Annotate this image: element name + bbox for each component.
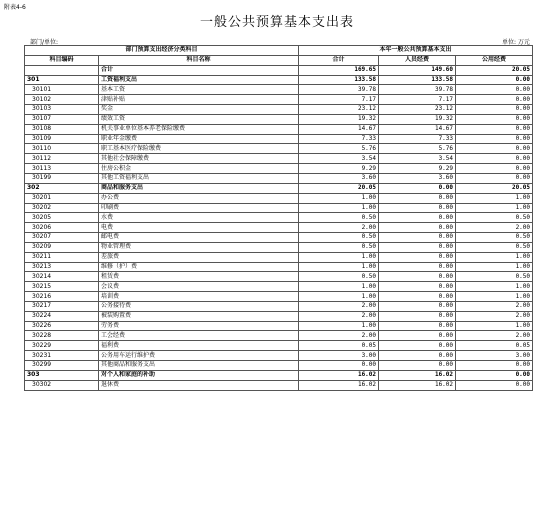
cell-total: 1.00	[299, 203, 379, 213]
cell-code: 30201	[25, 193, 99, 203]
cell-personnel: 14.67	[379, 124, 456, 134]
cell-public: 1.00	[456, 262, 533, 272]
cell-name: 电费	[99, 223, 299, 233]
cell-public: 0.05	[456, 341, 533, 351]
cell-name: 对个人和家庭的补助	[99, 370, 299, 380]
cell-public: 1.00	[456, 203, 533, 213]
cell-name: 公务用车运行维护费	[99, 351, 299, 361]
table-row	[25, 242, 533, 252]
table-row	[25, 75, 533, 85]
cell-personnel: 0.00	[379, 301, 456, 311]
budget-table	[24, 45, 533, 391]
cell-personnel: 9.29	[379, 164, 456, 174]
cell-total: 7.33	[299, 134, 379, 144]
cell-code: 30206	[25, 223, 99, 233]
table-row	[25, 321, 533, 331]
cell-total: 0.50	[299, 233, 379, 243]
cell-public: 3.00	[456, 351, 533, 361]
cell-total: 1.00	[299, 282, 379, 292]
cell-public: 0.50	[456, 213, 533, 223]
cell-name: 津贴补贴	[99, 95, 299, 105]
table-row	[25, 65, 533, 75]
cell-name: 商品和服务支出	[99, 183, 299, 193]
cell-total: 1.00	[299, 292, 379, 302]
table-row	[25, 164, 533, 174]
cell-personnel: 0.00	[379, 223, 456, 233]
cell-total: 5.76	[299, 144, 379, 154]
header-code: 科目编码	[25, 55, 99, 65]
cell-public: 0.00	[456, 144, 533, 154]
cell-code: 30109	[25, 134, 99, 144]
table-row	[25, 380, 533, 390]
cell-personnel: 0.00	[379, 341, 456, 351]
cell-code	[25, 65, 99, 75]
cell-total: 2.00	[299, 311, 379, 321]
cell-name: 其他社会保障缴费	[99, 154, 299, 164]
header-public: 公用经费	[456, 55, 533, 65]
header-group-classification: 部门预算支出经济分类科目	[25, 46, 299, 56]
cell-public: 1.00	[456, 321, 533, 331]
attachment-label: 附表4-6	[4, 4, 26, 11]
cell-total: 2.00	[299, 331, 379, 341]
cell-code: 30229	[25, 341, 99, 351]
cell-code: 30217	[25, 301, 99, 311]
table-row	[25, 213, 533, 223]
cell-code: 30107	[25, 114, 99, 124]
cell-total: 0.00	[299, 361, 379, 371]
table-row	[25, 223, 533, 233]
table-row	[25, 85, 533, 95]
cell-public: 0.00	[456, 173, 533, 183]
cell-code: 30102	[25, 95, 99, 105]
table-row	[25, 301, 533, 311]
table-row	[25, 331, 533, 341]
cell-code: 30199	[25, 173, 99, 183]
cell-public: 0.50	[456, 272, 533, 282]
cell-public: 0.00	[456, 124, 533, 134]
cell-name: 被装购置费	[99, 311, 299, 321]
cell-code: 30213	[25, 262, 99, 272]
cell-public: 2.00	[456, 223, 533, 233]
cell-total: 3.60	[299, 173, 379, 183]
cell-name: 机关事业单位基本养老保险缴费	[99, 124, 299, 134]
table-row	[25, 193, 533, 203]
cell-code: 30110	[25, 144, 99, 154]
cell-personnel: 3.60	[379, 173, 456, 183]
cell-personnel: 0.00	[379, 351, 456, 361]
cell-name: 维修（护）费	[99, 262, 299, 272]
table-row	[25, 282, 533, 292]
cell-total: 0.50	[299, 242, 379, 252]
cell-name: 水费	[99, 213, 299, 223]
cell-code: 30302	[25, 380, 99, 390]
cell-code: 30207	[25, 233, 99, 243]
cell-personnel: 0.00	[379, 331, 456, 341]
header-name: 科目名称	[99, 55, 299, 65]
cell-name: 公务接待费	[99, 301, 299, 311]
cell-code: 30224	[25, 311, 99, 321]
cell-code: 30226	[25, 321, 99, 331]
cell-personnel: 7.17	[379, 95, 456, 105]
cell-total: 9.29	[299, 164, 379, 174]
cell-public: 2.00	[456, 331, 533, 341]
cell-name: 职业年金缴费	[99, 134, 299, 144]
cell-total: 20.05	[299, 183, 379, 193]
cell-name: 租赁费	[99, 272, 299, 282]
cell-total: 19.32	[299, 114, 379, 124]
cell-public: 0.50	[456, 233, 533, 243]
cell-name: 绩效工资	[99, 114, 299, 124]
cell-public: 0.00	[456, 134, 533, 144]
cell-name: 邮电费	[99, 233, 299, 243]
cell-personnel: 0.00	[379, 203, 456, 213]
cell-personnel: 149.60	[379, 65, 456, 75]
cell-total: 3.00	[299, 351, 379, 361]
table-body	[25, 65, 533, 390]
cell-total: 169.65	[299, 65, 379, 75]
cell-name: 工资福利支出	[99, 75, 299, 85]
cell-code: 30214	[25, 272, 99, 282]
cell-total: 16.02	[299, 370, 379, 380]
cell-personnel: 39.78	[379, 85, 456, 95]
cell-personnel: 0.00	[379, 233, 456, 243]
cell-personnel: 0.00	[379, 311, 456, 321]
cell-name: 合计	[99, 65, 299, 75]
cell-personnel: 0.00	[379, 242, 456, 252]
cell-public: 1.00	[456, 282, 533, 292]
table-row	[25, 272, 533, 282]
cell-public: 2.00	[456, 311, 533, 321]
table-row	[25, 370, 533, 380]
cell-total: 1.00	[299, 252, 379, 262]
cell-personnel: 16.02	[379, 380, 456, 390]
header-group-budget: 本年一般公共预算基本支出	[299, 46, 533, 56]
table-row	[25, 361, 533, 371]
cell-name: 培训费	[99, 292, 299, 302]
cell-name: 住房公积金	[99, 164, 299, 174]
table-row	[25, 105, 533, 115]
table-row	[25, 173, 533, 183]
cell-code: 30216	[25, 292, 99, 302]
cell-personnel: 133.58	[379, 75, 456, 85]
table-row	[25, 311, 533, 321]
cell-code: 30101	[25, 85, 99, 95]
cell-code: 30103	[25, 105, 99, 115]
table-row	[25, 262, 533, 272]
cell-name: 工会经费	[99, 331, 299, 341]
cell-public: 20.05	[456, 183, 533, 193]
cell-total: 133.58	[299, 75, 379, 85]
cell-code: 30299	[25, 361, 99, 371]
cell-public: 0.50	[456, 242, 533, 252]
table-row	[25, 183, 533, 193]
cell-name: 劳务费	[99, 321, 299, 331]
cell-total: 1.00	[299, 193, 379, 203]
cell-public: 0.00	[456, 370, 533, 380]
cell-name: 差旅费	[99, 252, 299, 262]
table-row	[25, 154, 533, 164]
cell-code: 302	[25, 183, 99, 193]
cell-total: 16.02	[299, 380, 379, 390]
cell-name: 奖金	[99, 105, 299, 115]
table-row	[25, 233, 533, 243]
cell-public: 0.00	[456, 154, 533, 164]
cell-total: 23.12	[299, 105, 379, 115]
cell-name: 其他商品和服务支出	[99, 361, 299, 371]
cell-code: 30205	[25, 213, 99, 223]
cell-code: 301	[25, 75, 99, 85]
cell-public: 2.00	[456, 301, 533, 311]
cell-total: 0.50	[299, 272, 379, 282]
cell-code: 30112	[25, 154, 99, 164]
cell-personnel: 0.00	[379, 361, 456, 371]
table-row	[25, 351, 533, 361]
cell-total: 1.00	[299, 321, 379, 331]
cell-code: 30202	[25, 203, 99, 213]
cell-personnel: 0.00	[379, 321, 456, 331]
cell-public: 0.00	[456, 95, 533, 105]
cell-total: 0.05	[299, 341, 379, 351]
header-personnel: 人员经费	[379, 55, 456, 65]
cell-total: 2.00	[299, 301, 379, 311]
department-label: 部门/单位:	[30, 39, 59, 46]
cell-name: 退休费	[99, 380, 299, 390]
cell-personnel: 5.76	[379, 144, 456, 154]
cell-total: 0.50	[299, 213, 379, 223]
cell-name: 办公费	[99, 193, 299, 203]
cell-name: 职工基本医疗保险缴费	[99, 144, 299, 154]
cell-personnel: 16.02	[379, 370, 456, 380]
cell-name: 物业管理费	[99, 242, 299, 252]
cell-personnel: 0.00	[379, 213, 456, 223]
table-row	[25, 203, 533, 213]
cell-personnel: 3.54	[379, 154, 456, 164]
cell-public: 1.00	[456, 193, 533, 203]
cell-public: 20.05	[456, 65, 533, 75]
cell-personnel: 0.00	[379, 282, 456, 292]
cell-code: 30231	[25, 351, 99, 361]
table-row	[25, 341, 533, 351]
cell-personnel: 0.00	[379, 183, 456, 193]
cell-total: 2.00	[299, 223, 379, 233]
cell-total: 39.78	[299, 85, 379, 95]
cell-code: 30108	[25, 124, 99, 134]
cell-name: 印刷费	[99, 203, 299, 213]
cell-total: 3.54	[299, 154, 379, 164]
cell-public: 0.00	[456, 114, 533, 124]
cell-code: 30211	[25, 252, 99, 262]
page-title: 一般公共预算基本支出表	[199, 15, 354, 30]
table-row	[25, 124, 533, 134]
cell-personnel: 0.00	[379, 292, 456, 302]
cell-personnel: 0.00	[379, 262, 456, 272]
header-total: 合计	[299, 55, 379, 65]
cell-personnel: 0.00	[379, 272, 456, 282]
cell-code: 30215	[25, 282, 99, 292]
cell-total: 7.17	[299, 95, 379, 105]
table-row	[25, 292, 533, 302]
cell-name: 基本工资	[99, 85, 299, 95]
cell-public: 0.00	[456, 361, 533, 371]
cell-personnel: 7.33	[379, 134, 456, 144]
cell-public: 1.00	[456, 292, 533, 302]
cell-code: 30113	[25, 164, 99, 174]
cell-code: 30228	[25, 331, 99, 341]
cell-public: 0.00	[456, 85, 533, 95]
cell-name: 福利费	[99, 341, 299, 351]
cell-name: 其他工资福利支出	[99, 173, 299, 183]
table-row	[25, 252, 533, 262]
table-row	[25, 134, 533, 144]
cell-personnel: 23.12	[379, 105, 456, 115]
cell-personnel: 19.32	[379, 114, 456, 124]
cell-public: 0.00	[456, 164, 533, 174]
cell-public: 1.00	[456, 252, 533, 262]
cell-code: 303	[25, 370, 99, 380]
cell-code: 30209	[25, 242, 99, 252]
cell-personnel: 0.00	[379, 193, 456, 203]
cell-name: 会议费	[99, 282, 299, 292]
table-row	[25, 144, 533, 154]
cell-public: 0.00	[456, 380, 533, 390]
table-row	[25, 114, 533, 124]
cell-public: 0.00	[456, 105, 533, 115]
cell-public: 0.00	[456, 75, 533, 85]
table-row	[25, 95, 533, 105]
cell-total: 1.00	[299, 262, 379, 272]
cell-personnel: 0.00	[379, 252, 456, 262]
cell-total: 14.67	[299, 124, 379, 134]
unit-label: 单位: 万元	[502, 39, 530, 46]
